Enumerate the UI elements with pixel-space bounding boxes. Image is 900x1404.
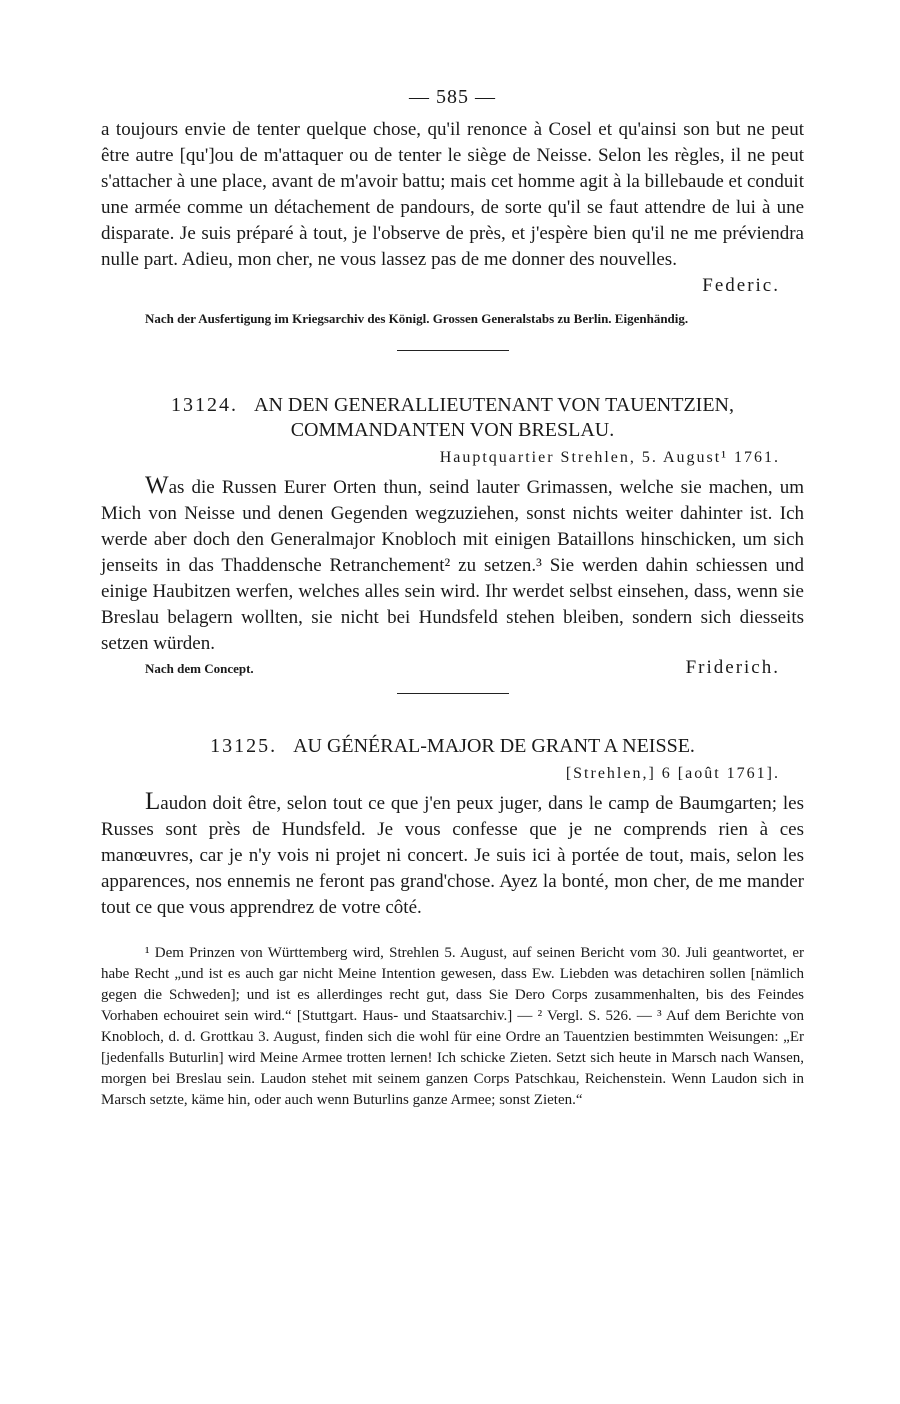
letter-1-signature: Federic. <box>702 275 780 296</box>
letter-3-heading-text: AU GÉNÉRAL-MAJOR DE GRANT A NEISSE. <box>293 735 695 757</box>
document-page <box>101 86 804 1111</box>
letter-2-footer <box>101 657 804 679</box>
letter-2-body-text: as die Russen Eurer Orten thun, seind lauter Grimassen, welche sie machen, um Mich von Neisse und denen Gegenden wegzuziehen, sonst nichts weiter dahinter ist. Ich werde aber doch den Generalmajor Knobloch mit einigen Bataillons hinschicken, um sich jenseits in das Thaddensche Retranchement² zu setzen.³ Sie werden dahin schiessen und einige Haubitzen werfen, welches alles sein wird. Ihr werdet selbst einsehen, dass, wenn sie Breslau belagern wollten, sie nicht bei Hundsfeld stehen bleiben, sondern sich diesseits setzen würden. <box>101 477 804 654</box>
letter-2-heading-line-1: AN DEN GENERALLIEUTENANT VON TAUENTZIEN, <box>254 394 734 416</box>
letter-2-heading-line-2: COMMANDANTEN VON BRESLAU. <box>290 419 615 441</box>
letter-2-number: 13124. <box>171 394 238 416</box>
letter-2-signature: Friderich. <box>685 657 780 678</box>
letter-3-heading <box>101 734 804 759</box>
letter-2-source-note: Nach dem Concept. <box>145 661 254 676</box>
footnotes-text: ¹ Dem Prinzen von Württemberg wird, Strehlen 5. August, auf seinen Bericht vom 30. Juli geantwortet, er habe Recht „und ist es auch gar nicht Meine Intention gewesen, dass Ew. Liebden was detachiren sollen [nämlich gegen die Schweden]; und ist es allerdinges recht gut, dass Sie Dero Corps zusammenhalten, bis des Feindes Vorhaben echouiret sein wird.“ [Stuttgart. Haus- und Staatsarchiv.] — ² Vergl. S. 526. — ³ Auf dem Berichte von Knobloch, d. d. Grottkau 3. August, finden sich die wohl für eine Ordre an Tauentzien bestimmten Weisungen: „Er [jedenfalls Buturlin] wird Meine Armee trotten lernen! Ich schicke Zieten. Setzt sich heute in Marsch nach Wansen, morgen bei Breslau sein. Laudon stehet mit seinem ganzen Corps Patschkau, Reichenstein. Wenn Laudon sich in Marsch setzte, käme hin, oder auch wenn Buturlins ganze Armee; sonst Zieten.“ <box>101 945 804 1108</box>
footnotes <box>101 943 804 1111</box>
letter-3-body <box>101 789 804 921</box>
letter-3-dateline: [Strehlen,] 6 [août 1761]. <box>565 765 780 782</box>
page-number: — 585 — <box>409 86 496 108</box>
letter-1-source-note: Nach der Ausfertigung im Kriegsarchiv des Königl. Grossen Generalstabs zu Berlin. Eigenhändig. <box>145 311 689 326</box>
section-divider <box>397 693 509 694</box>
letter-2-heading <box>101 393 804 443</box>
letter-2-initial: W <box>145 472 169 499</box>
letter-1-body: a toujours envie de tenter quelque chose, qu'il renonce à Cosel et qu'ainsi son but ne peut être autre [qu']ou de m'attaquer ou de tenter le siège de Neisse. Selon les règles, il ne peut s'attacher à une place, avant de m'avoir battu; mais cet homme agit à la billebaude et conduit une armée comme un détachement de pandours, de sorte qu'il se faut attendre de lui à une disparate. Je suis préparé à tout, je l'observe de près, et j'espère bien qu'il ne me préviendra nulle part. Adieu, mon cher, ne vous lassez pas de me donner des nouvelles. <box>101 119 804 270</box>
letter-3-initial: L <box>145 788 161 815</box>
section-divider <box>397 350 509 351</box>
letter-2-dateline: Hauptquartier Strehlen, 5. August¹ 1761. <box>439 449 780 466</box>
letter-3-number: 13125. <box>210 735 278 757</box>
letter-3-body-text: audon doit être, selon tout ce que j'en peux juger, dans le camp de Baumgarten; les Russes sont près de Hundsfeld. Je vous confesse que je ne comprends rien à ces manœuvres, car je n'y vois ni projet ni concert. Je suis ici à portée de tout, mais, selon les apparences, nos ennemis ne feront pas grand'chose. Ayez la bonté, mon cher, de me mander tout ce que vous apprendrez de votre côté. <box>101 793 804 918</box>
letter-2-body <box>101 473 804 657</box>
